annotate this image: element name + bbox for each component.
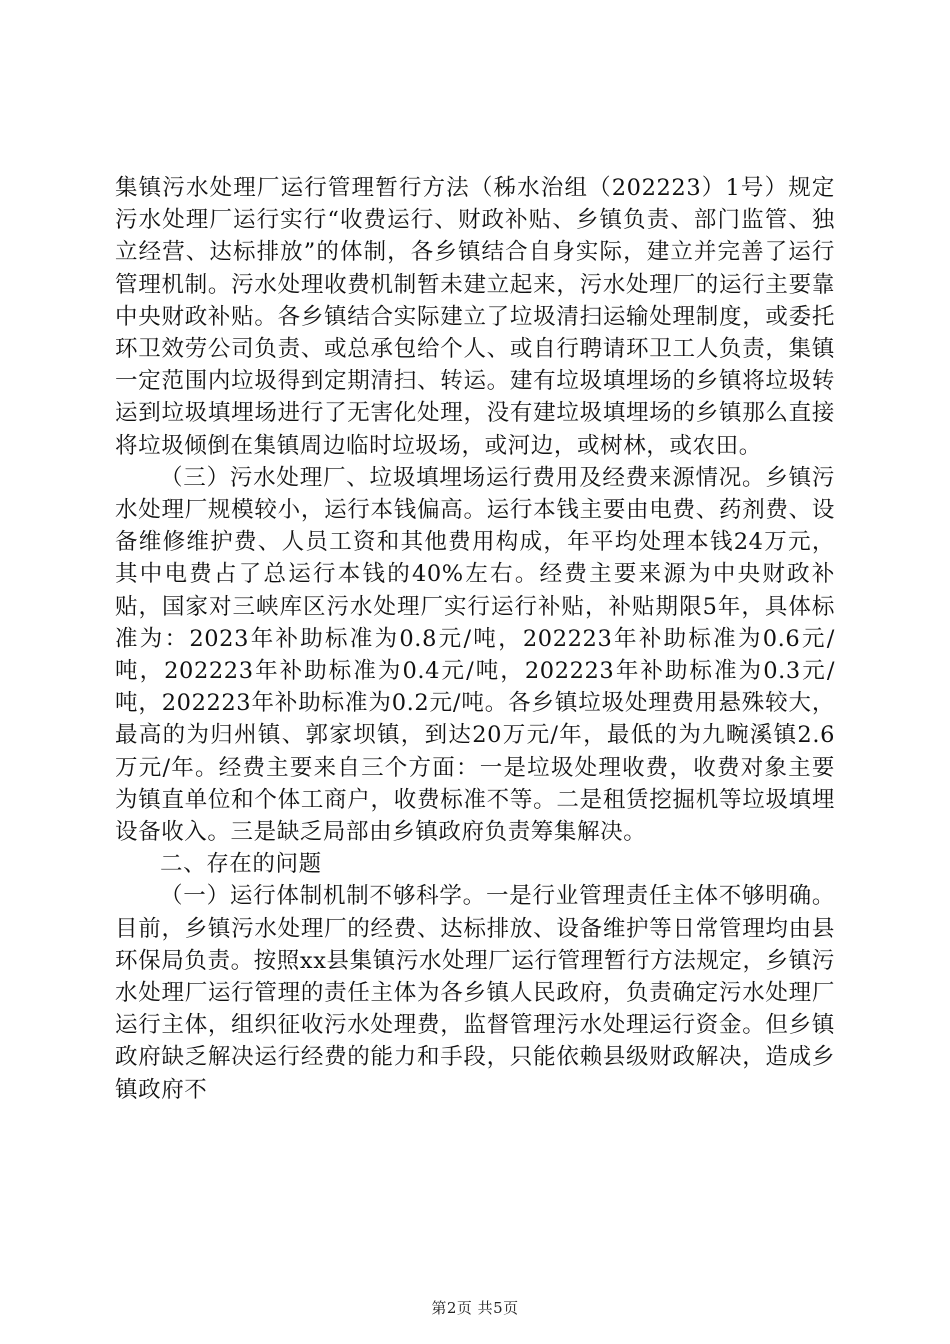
paragraph-mechanism-issues: （一）运行体制机制不够科学。一是行业管理责任主体不够明确。目前，乡镇污水处理厂的经费、达标排放、设备维护等日常管理均由县环保局负责。按照xx县集镇污水处理厂运行管理暂行方法规定，乡镇污水处理厂运行管理的责任主体为各乡镇人民政府，负责确定污水处理厂运行主体，组织征收污水处理费，监督管理污水处理运行资金。但乡镇政府缺乏解决运行经费的能力和手段，只能依赖县级财政解决，造成乡镇政府不 — [115, 883, 835, 1103]
paragraph-operating-costs: （三）污水处理厂、垃圾填埋场运行费用及经费来源情况。乡镇污水处理厂规模较小，运行本钱偏高。运行本钱主要由电费、药剂费、设备维修维护费、人员工资和其他费用构成，年平均处理本钱24万元，其中电费占了总运行本钱的40%左右。经费主要来源为中央财政补贴，国家对三峡库区污水处理厂实行运行补贴，补贴期限5年，具体标准为：2023年补助标准为0.8元/吨，202223年补助标准为0.6元/吨，202223年补助标准为0.4元/吨，202223年补助标准为0.3元/吨，202223年补助标准为0.2元/吨。各乡镇垃圾处理费用悬殊较大，最高的为归州镇、郭家坝镇，到达20万元/年，最低的为九畹溪镇2.6万元/年。经费主要来自三个方面：一是垃圾处理收费，收费对象主要为镇直单位和个体工商户，收费标准不等。二是租赁挖掘机等垃圾填埋设备收入。三是缺乏局部由乡镇政府负责筹集解决。 — [115, 464, 835, 846]
section-heading-problems: 二、存在的问题 — [160, 851, 322, 878]
paragraph-continuation: 集镇污水处理厂运行管理暂行方法（秭水治组（202223）1号）规定污水处理厂运行实行“收费运行、财政补贴、乡镇负责、部门监管、独立经营、达标排放”的体制，各乡镇结合自身实际，建立并完善了运行管理机制。污水处理收费机制暂未建立起来，污水处理厂的运行主要靠中央财政补贴。各乡镇结合实际建立了垃圾清扫运输处理制度，或委托环卫效劳公司负责、或总承包给个人、或自行聘请环卫工人负责，集镇一定范围内垃圾得到定期清扫、转运。建有垃圾填埋场的乡镇将垃圾转运到垃圾填埋场进行了无害化处理，没有建垃圾填埋场的乡镇那么直接将垃圾倾倒在集镇周边临时垃圾场，或河边，或树林，或农田。 — [115, 175, 835, 459]
document-body — [115, 172, 835, 1106]
page-number-footer: 第2页 共5页 — [431, 1299, 519, 1317]
